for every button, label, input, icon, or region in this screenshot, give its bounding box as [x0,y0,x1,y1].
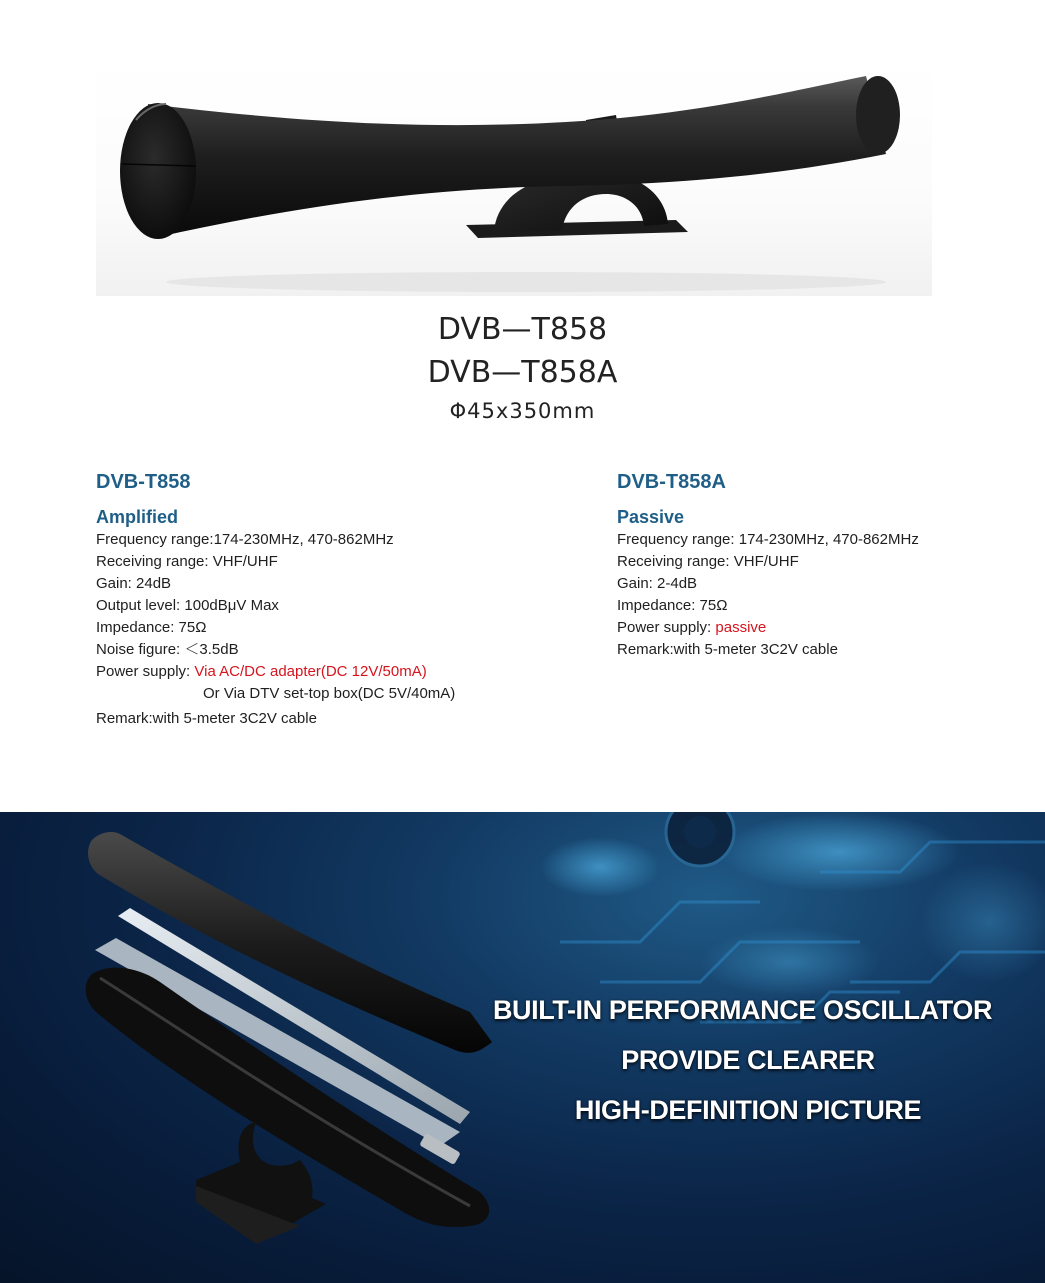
banner-headline-line1: BUILT-IN PERFORMANCE OSCILLATOR [492,995,993,1025]
dimensions-label: Φ45x350mm [449,399,596,423]
spec-noise-figure: Noise figure: ＜3.5dB [96,641,239,658]
spec-remark: Remark:with 5-meter 3C2V cable [96,710,317,727]
spec-column-t858 [96,468,556,730]
banner-headline-line2: PROVIDE CLEARER [621,1045,875,1075]
model-title-t858a: DVB—T858A [427,355,618,390]
spec-model-heading: DVB-T858 [96,471,191,493]
spec-power-value: passive [715,619,767,636]
spec-model-heading: DVB-T858A [617,471,726,493]
spec-power-label: Power supply: [617,619,716,636]
feature-banner [0,812,1045,1283]
spec-column-t858a [617,468,1037,661]
spec-power-value-alt: Or Via DTV set-top box(DC 5V/40mA) [203,685,456,702]
spec-type-heading: Amplified [96,507,179,527]
spec-power-label: Power supply: [96,663,195,680]
spec-power-value: Via AC/DC adapter(DC 12V/50mA) [194,663,427,680]
spec-gain: Gain: 2-4dB [617,575,698,592]
model-titles [0,308,1045,428]
product-image-antenna [96,60,932,296]
spec-remark: Remark:with 5-meter 3C2V cable [617,641,838,658]
spec-receiving-range: Receiving range: VHF/UHF [96,553,278,570]
spec-power-supply [96,661,556,683]
spec-type-heading: Passive [617,507,685,527]
spec-receiving-range: Receiving range: VHF/UHF [617,553,799,570]
spec-impedance: Impedance: 75Ω [96,619,207,636]
spec-frequency: Frequency range:174-230MHz, 470-862MHz [96,531,394,548]
antenna-illustration [96,60,932,296]
spec-frequency: Frequency range: 174-230MHz, 470-862MHz [617,531,919,548]
spec-output-level: Output level: 100dBμV Max [96,597,279,614]
spec-gain: Gain: 24dB [96,575,172,592]
spec-impedance: Impedance: 75Ω [617,597,728,614]
banner-headline-line3: HIGH-DEFINITION PICTURE [574,1095,922,1125]
spec-power-supply [617,617,1037,639]
model-title-t858: DVB—T858 [437,312,608,347]
